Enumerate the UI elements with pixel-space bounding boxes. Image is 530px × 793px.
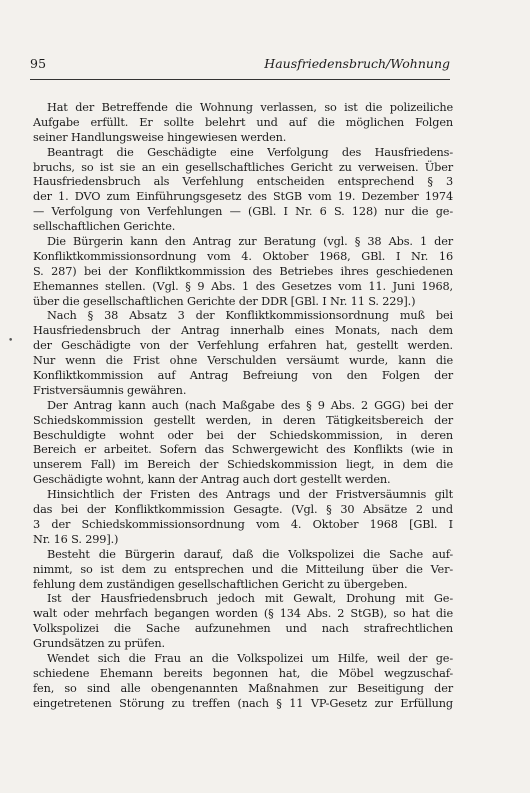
text-line: Beschuldigte wohnt oder bei der Schiedskommission, in deren — [33, 428, 453, 442]
text-line: Konfliktkommissionsordnung vom 4. Oktober 1968, GBl. I Nr. 16 — [33, 249, 453, 263]
text-line: sellschaftlichen Gerichte. — [33, 220, 176, 234]
text-line: Hausfriedensbruch als Verfehlung entscheiden entsprechend § 3 — [33, 175, 453, 189]
margin-mark: • — [8, 336, 14, 346]
text-line: der 1. DVO zum Einführungsgesetz des StGB vom 19. Dezember 1974 — [33, 190, 453, 204]
page-number: 95 — [30, 56, 47, 71]
text-line: Nach § 38 Absatz 3 der Konfliktkommissionsordnung muß bei — [47, 309, 453, 323]
text-line: Nr. 16 S. 299].) — [33, 532, 119, 546]
text-line: seiner Handlungsweise hingewiesen werden. — [33, 130, 287, 144]
text-line: über die gesellschaftlichen Gerichte der DDR [GBl. I Nr. 11 S. 229].) — [33, 294, 416, 308]
text-line: Ehemannes stellen. (Vgl. § 9 Abs. 1 des Gesetzes vom 11. Juni 1968, — [33, 279, 453, 293]
text-line: Beantragt die Geschädigte eine Verfolgung des Hausfriedens- — [47, 145, 453, 159]
text-line: Geschädigte wohnt, kann der Antrag auch dort gestellt werden. — [33, 473, 391, 487]
text-line: Ist der Hausfriedensbruch jedoch mit Gewalt, Drohung mit Ge- — [47, 592, 453, 606]
body-text — [33, 101, 453, 712]
text-line: Der Antrag kann auch (nach Maßgabe des § 9 Abs. 2 GGG) bei der — [47, 398, 453, 412]
text-line: nimmt, so ist dem zu entsprechen und die Mitteilung über die Ver- — [33, 562, 453, 576]
text-line: der Geschädigte von der Verfehlung erfahren hat, gestellt werden. — [33, 339, 453, 353]
text-line: schiedene Ehemann bereits begonnen hat, die Möbel wegzuschaf- — [33, 666, 453, 680]
text-line: Grundsätzen zu prüfen. — [33, 637, 165, 651]
text-line: Bereich er arbeitet. Sofern das Schwergewicht des Konflikts (wie in — [33, 443, 453, 457]
text-line: — Verfolgung von Verfehlungen — (GBl. I Nr. 6 S. 128) nur die ge- — [33, 205, 453, 219]
text-line: Fristversäumnis gewähren. — [33, 383, 187, 397]
text-line: Hat der Betreffende die Wohnung verlassen, so ist die polizeiliche — [47, 101, 453, 114]
text-line: Wendet sich die Frau an die Volkspolizei um Hilfe, weil der ge- — [47, 651, 453, 665]
text-line: fen, so sind alle obengenannten Maßnahmen zur Beseitigung der — [33, 681, 453, 695]
text-line: das bei der Konfliktkommission Gesagte. (Vgl. § 30 Absätze 2 und — [33, 503, 453, 517]
text-line: Konfliktkommission auf Antrag Befreiung von den Folgen der — [33, 369, 453, 383]
running-title: Hausfriedensbruch/Wohnung — [264, 56, 450, 71]
text-line: walt oder mehrfach begangen worden (§ 134 Abs. 2 StGB), so hat die — [33, 607, 453, 621]
text-line: Aufgabe erfüllt. Er sollte belehrt und auf die möglichen Folgen — [33, 115, 453, 129]
text-line: Die Bürgerin kann den Antrag zur Beratung (vgl. § 38 Abs. 1 der — [47, 235, 453, 249]
page-header — [30, 56, 450, 78]
header-rule — [30, 79, 450, 80]
text-line: Hinsichtlich der Fristen des Antrags und der Fristversäumnis gilt — [47, 488, 453, 502]
text-line: Nur wenn die Frist ohne Verschulden versäumt wurde, kann die — [33, 354, 453, 368]
text-line: bruchs, so ist sie an ein gesellschaftliches Gericht zu verweisen. Über — [33, 160, 453, 174]
text-line: Schiedskommission gestellt werden, in deren Tätigkeitsbereich der — [33, 413, 453, 427]
text-line: S. 287) bei der Konfliktkommission des Betriebes ihres geschiedenen — [33, 264, 453, 278]
text-line: Hausfriedensbruch der Antrag innerhalb eines Monats, nach dem — [33, 324, 453, 338]
text-line: 3 der Schiedskommissionsordnung vom 4. Oktober 1968 [GBl. I — [33, 517, 453, 531]
text-line: Besteht die Bürgerin darauf, daß die Volkspolizei die Sache auf- — [47, 547, 453, 561]
text-line: eingetretenen Störung zu treffen (nach § 11 VP-Gesetz zur Erfüllung — [33, 696, 453, 710]
text-line: Volkspolizei die Sache aufzunehmen und nach strafrechtlichen — [33, 622, 453, 636]
text-line: unserem Fall) im Bereich der Schiedskommission liegt, in dem die — [33, 458, 453, 472]
text-line: fehlung dem zuständigen gesellschaftlichen Gericht zu übergeben. — [33, 577, 408, 591]
